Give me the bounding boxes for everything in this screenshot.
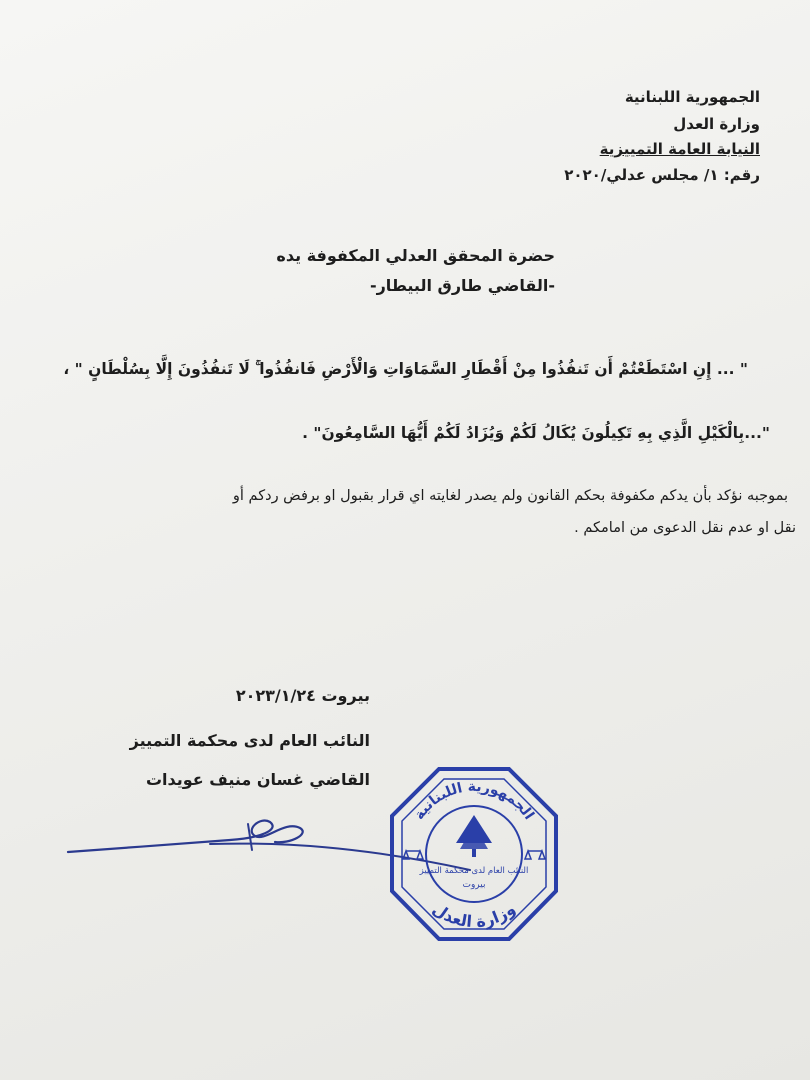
header-republic: الجمهورية اللبنانية	[624, 88, 760, 106]
official-stamp	[384, 763, 564, 945]
body-text-line-2: نقل او عدم نقل الدعوى من امامكم .	[574, 520, 796, 536]
header-department: النيابة العامة التمييزية	[599, 140, 760, 158]
body-text-line-1: بموجبه نؤكد بأن يدكم مكفوفة بحكم القانون ولم يصدر لغايته اي قرار بقبول او برفض ردكم أو	[232, 488, 788, 504]
stamp-city: بيروت	[462, 880, 486, 890]
stamp-outer-bottom-text: وزارة العدل	[429, 898, 519, 932]
signature-name: القاضي غسان منيف عويدات	[145, 770, 370, 789]
quote-verse-2: "...بِالْكَيْلِ الَّذِي بِهِ تَكِيلُونَ يُكَالُ لَكُمْ وَيُزَادُ لَكُمْ أَيُّهَا السَّامِعُونَ" .	[302, 424, 770, 442]
addressee-line-1: حضرة المحقق العدلي المكفوفة يده	[276, 246, 555, 265]
cedar-tree-icon	[456, 815, 492, 857]
reference-number: رقم: ١/ مجلس عدلي/٢٠٢٠	[564, 166, 760, 184]
signature-title: النائب العام لدى محكمة التمييز	[129, 731, 370, 750]
header-ministry: وزارة العدل	[673, 115, 760, 133]
addressee-line-2: -القاضي طارق البيطار-	[369, 276, 555, 295]
stamp-inner-text: النائب العام لدى محكمة التمييز	[419, 866, 529, 876]
quran-verse-1: " ... إِنِ اسْتَطَعْتُمْ أَن تَنفُذُوا مِنْ أَقْطَارِ السَّمَاوَاتِ وَالْأَرْضِ فَانفُذُوا ۚ لَا تَنفُذُونَ إِلَّا بِسُلْطَانٍ " ،	[63, 360, 748, 378]
stamp-outer-top-text: الجمهورية اللبنانية	[411, 778, 537, 823]
signature-place-date: بيروت ٢٠٢٣/١/٢٤	[235, 686, 370, 705]
svg-text:وزارة العدل	[429, 899, 519, 931]
